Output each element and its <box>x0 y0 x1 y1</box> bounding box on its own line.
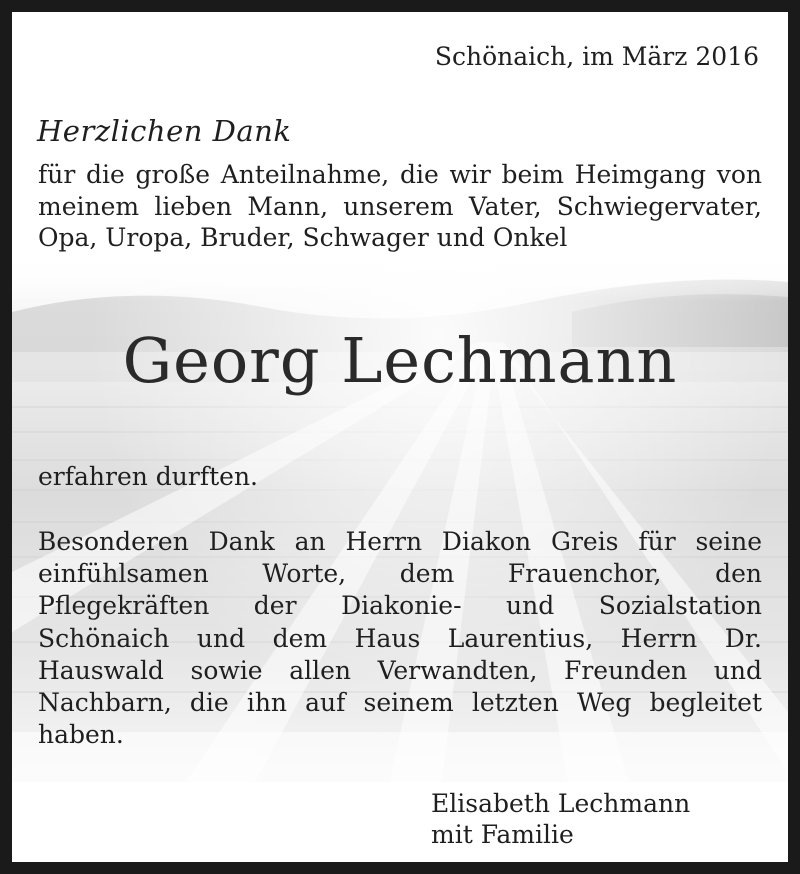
thanks-paragraph <box>38 526 762 751</box>
intro-line: für die große Anteilnahme, die wir beim Heimgang von <box>38 160 762 189</box>
obituary-notice <box>12 12 788 862</box>
signature <box>431 788 690 850</box>
thanks-line: Hauswald sowie allen Verwandten, Freunden und <box>38 655 762 685</box>
thanks-line: einfühlsamen Worte, dem Frauenchor, den <box>38 559 762 589</box>
thanks-line: Nachbarn, die ihn auf seinem letzten Weg begleitet <box>38 688 762 718</box>
deceased-name: Georg Lechmann <box>122 324 678 397</box>
thanks-line: Besonderen Dank an Herrn Diakon Greis für seine <box>38 527 762 556</box>
intro-line: meinem lieben Mann, unserem Vater, Schwiegervater, <box>38 191 762 221</box>
intro-paragraph <box>38 159 762 254</box>
signature-name: Elisabeth Lechmann <box>431 789 691 818</box>
intro-line: Opa, Uropa, Bruder, Schwager und Onkel <box>38 223 568 252</box>
thanks-line: Schönaich und dem Haus Laurentius, Herrn Dr. <box>38 623 762 653</box>
thanks-line: haben. <box>38 720 124 750</box>
place-and-date: Schönaich, im März 2016 <box>434 42 759 71</box>
thanks-line: Pflegekräften der Diakonie- und Sozialstation <box>38 591 762 621</box>
experienced-text: erfahren durften. <box>38 462 258 491</box>
signature-family: mit Familie <box>431 820 574 849</box>
notice-heading: Herzlichen Dank <box>37 114 292 148</box>
